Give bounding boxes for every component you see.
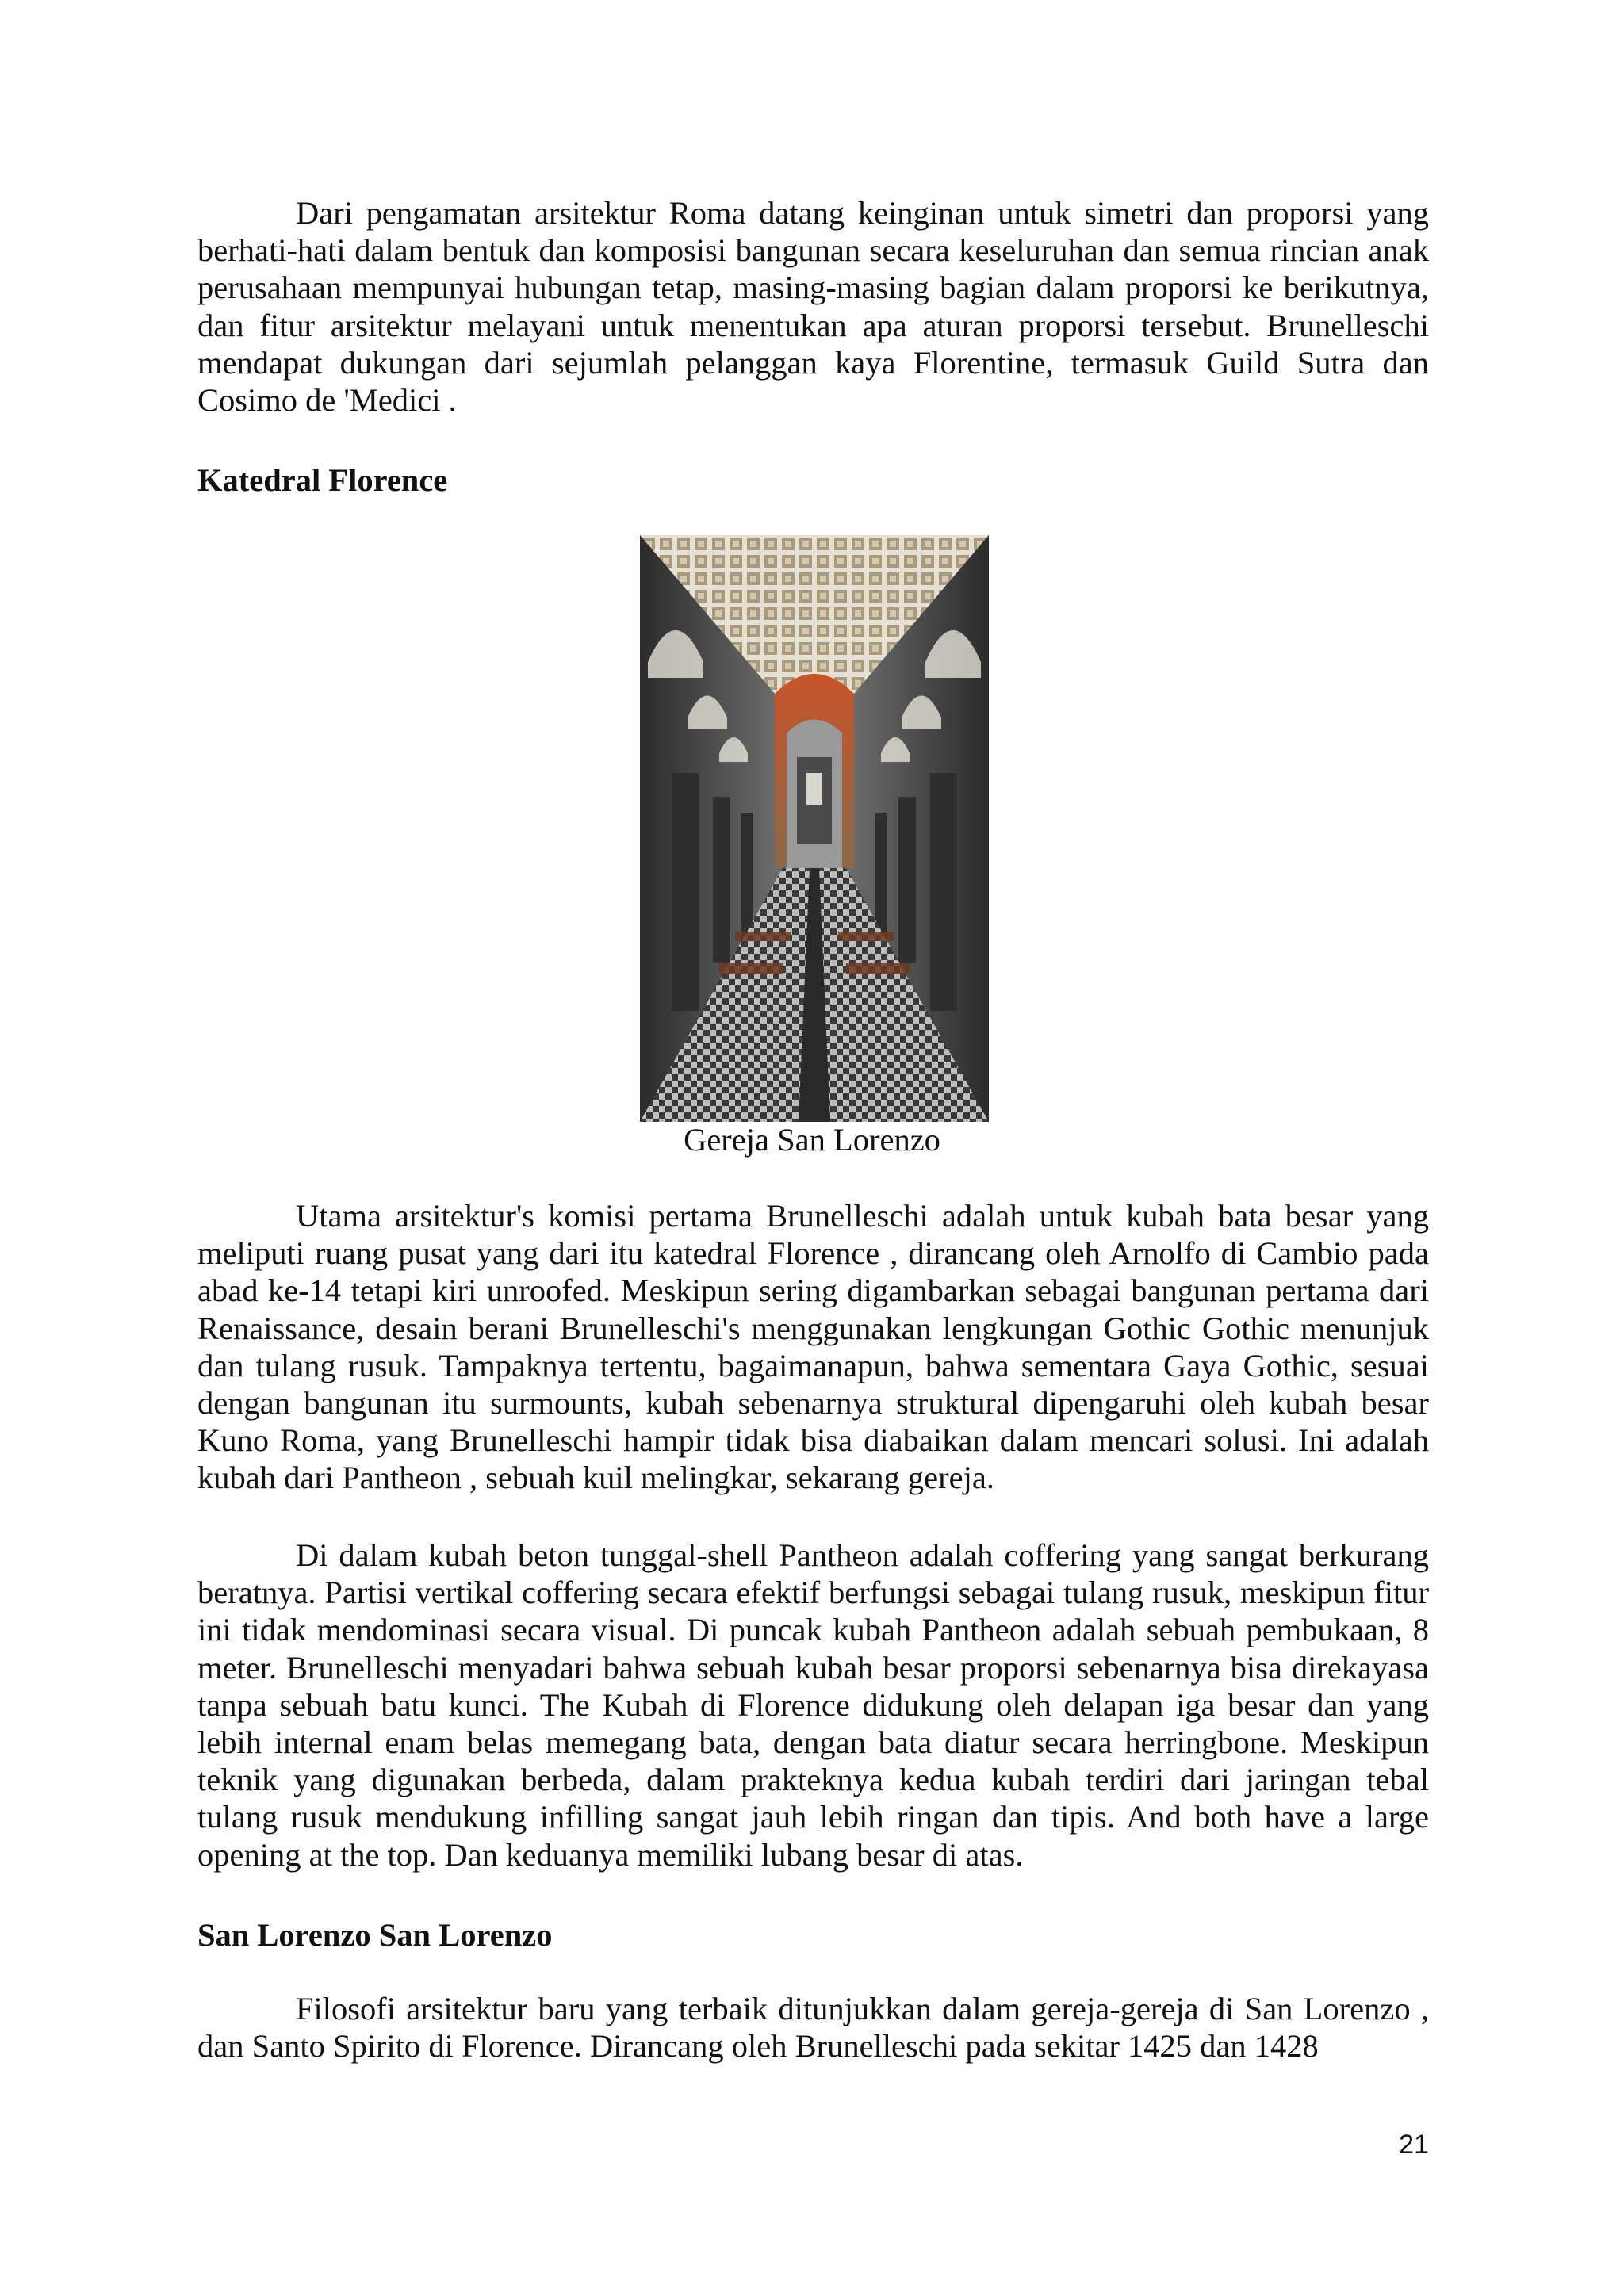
paragraph-pantheon-coffering [197,1536,1429,1873]
paragraph-dome-commission [197,1197,1429,1497]
paragraph-text: Filosofi arsitektur baru yang terbaik ditunjukkan dalam gereja-gereja di San Lorenzo , dan Santo Spirito di Florence. Dirancang oleh Brunelleschi pada sekitar 1425 dan 1428 [197,1991,1429,2064]
section-heading-katedral-florence: Katedral Florence [197,462,448,498]
paragraph-architecture-philosophy [197,1990,1429,2064]
section-heading-san-lorenzo: San Lorenzo San Lorenzo [197,1917,553,1953]
church-interior-photo [640,535,989,1122]
page-number: 21 [1399,2130,1429,2160]
paragraph-roman-proportion [197,194,1429,419]
paragraph-text: Utama arsitektur's komisi pertama Brunelleschi adalah untuk kubah bata besar yang meliputi ruang pusat yang dari itu katedral Florence , dirancang oleh Arnolfo di Cambio pada abad ke-14 tetapi kiri unroofed. Meskipun sering digambarkan sebagai bangunan pertama dari Renaissance, desain berani Brunelleschi's menggunakan lengkungan Gothic Gothic menunjuk dan tulang rusuk. Tampaknya tertentu, bagaimanapun, bahwa sementara Gaya Gothic, sesuai dengan bangunan itu surmounts, kubah sebenarnya struktural dipengaruhi oleh kubah besar Kuno Roma, yang Brunelleschi hampir tidak bisa diabaikan dalam mencari solusi. Ini adalah kubah dari Pantheon , sebuah kuil melingkar, sekarang gereja. [197,1198,1429,1496]
paragraph-text: Dari pengamatan arsitektur Roma datang keinginan untuk simetri dan proporsi yang berhati-hati dalam bentuk dan komposisi bangunan secara keseluruhan dan semua rincian anak perusahaan mempunyai hubungan tetap, masing-masing bagian dalam proporsi ke berikutnya, dan fitur arsitektur melayani untuk menentukan apa aturan proporsi tersebut. Brunelleschi mendapat dukungan dari sejumlah pelanggan kaya Florentine, termasuk Guild Sutra dan Cosimo de 'Medici . [197,195,1429,419]
paragraph-text: Di dalam kubah beton tunggal-shell Pantheon adalah coffering yang sangat berkurang beratnya. Partisi vertikal coffering secara efektif berfungsi sebagai tulang rusuk, meskipun fitur ini tidak mendominasi secara visual. Di puncak kubah Pantheon adalah sebuah pembukaan, 8 meter. Brunelleschi menyadari bahwa sebuah kubah besar proporsi sebenarnya bisa direkayasa tanpa sebuah batu kunci. The Kubah di Florence didukung oleh delapan iga besar dan yang lebih internal enam belas memegang bata, dengan bata diatur secara herringbone. Meskipun teknik yang digunakan berbeda, dalam prakteknya kedua kubah terdiri dari jaringan tebal tulang rusuk mendukung infilling sangat jauh lebih ringan dan tipis. And both have a large opening at the top. Dan keduanya memiliki lubang besar di atas. [197,1537,1429,1873]
figure-caption: Gereja San Lorenzo [684,1122,940,1158]
